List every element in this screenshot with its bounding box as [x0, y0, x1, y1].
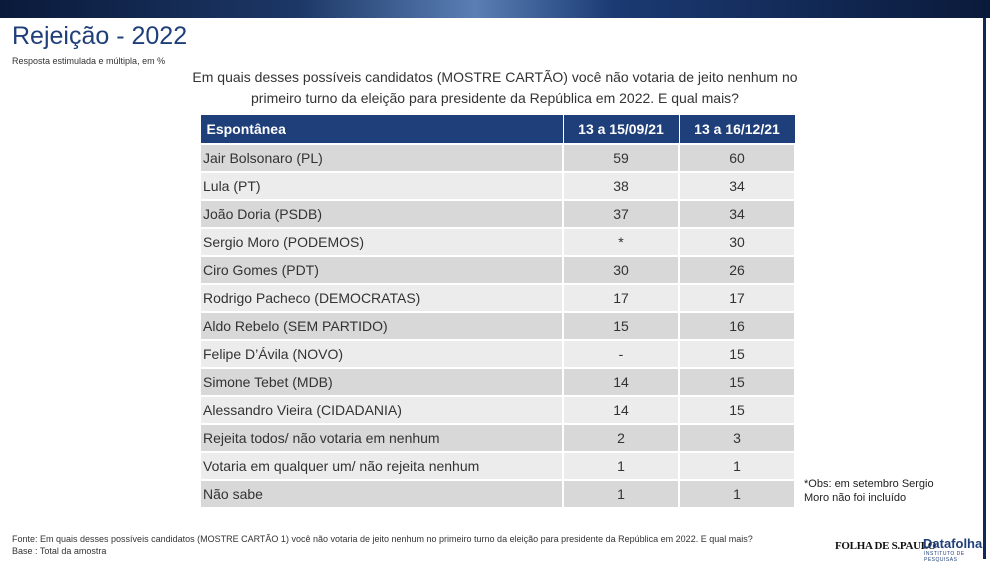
table-row: [200, 480, 795, 508]
december-value-cell: 3: [679, 424, 795, 452]
table-row: [200, 144, 795, 172]
december-value-cell: 26: [679, 256, 795, 284]
december-value-cell: 16: [679, 312, 795, 340]
september-value-cell: 14: [563, 368, 679, 396]
candidate-cell: Rodrigo Pacheco (DEMOCRATAS): [200, 284, 563, 312]
september-value-cell: 17: [563, 284, 679, 312]
page-title: Rejeição - 2022: [12, 22, 188, 50]
table-row: [200, 200, 795, 228]
datafolha-logo-subtitle: INSTITUTO DE PESQUISAS: [924, 551, 965, 563]
september-value-cell: 2: [563, 424, 679, 452]
candidate-cell: Não sabe: [200, 480, 563, 508]
candidate-cell: Sergio Moro (PODEMOS): [200, 228, 563, 256]
candidate-cell: João Doria (PSDB): [200, 200, 563, 228]
table-row: [200, 312, 795, 340]
december-value-cell: 17: [679, 284, 795, 312]
candidate-cell: Simone Tebet (MDB): [200, 368, 563, 396]
candidate-cell: Rejeita todos/ não votaria em nenhum: [200, 424, 563, 452]
table-row: [200, 340, 795, 368]
december-value-cell: 1: [679, 452, 795, 480]
top-banner: [0, 0, 990, 18]
candidate-cell: Aldo Rebelo (SEM PARTIDO): [200, 312, 563, 340]
survey-question: Em quais desses possíveis candidatos (MOSTRE CARTÃO) você não votaria de jeito nenhum no primeiro turno da eleição para presidente da República em 2022. E qual mais?: [192, 69, 798, 106]
column-header-september: 13 a 15/09/21: [563, 115, 679, 145]
december-value-cell: 15: [679, 340, 795, 368]
december-value-cell: 34: [679, 172, 795, 200]
december-value-cell: 60: [679, 144, 795, 172]
december-value-cell: 15: [679, 396, 795, 424]
september-value-cell: 59: [563, 144, 679, 172]
table-row: [200, 424, 795, 452]
table-header-row: [200, 115, 795, 145]
september-value-cell: 38: [563, 172, 679, 200]
table-row: [200, 284, 795, 312]
december-value-cell: 1: [679, 480, 795, 508]
table-row: [200, 368, 795, 396]
observation-note: *Obs: em setembro Sergio Moro não foi incluído: [804, 478, 934, 504]
column-header-spontaneous: Espontânea: [200, 115, 563, 145]
candidate-cell: Felipe D’Ávila (NOVO): [200, 340, 563, 368]
candidate-cell: Alessandro Vieira (CIDADANIA): [200, 396, 563, 424]
table-row: [200, 228, 795, 256]
table-row: [200, 452, 795, 480]
september-value-cell: 30: [563, 256, 679, 284]
folha-logo: FOLHA DE S.PAULO: [835, 540, 937, 552]
september-value-cell: 1: [563, 480, 679, 508]
page-subtitle: Resposta estimulada e múltipla, em %: [12, 56, 166, 66]
candidate-cell: Jair Bolsonaro (PL): [200, 144, 563, 172]
september-value-cell: 37: [563, 200, 679, 228]
datafolha-logo: Datafolha: [923, 536, 983, 551]
candidate-cell: Votaria em qualquer um/ não rejeita nenhum: [200, 452, 563, 480]
december-value-cell: 30: [679, 228, 795, 256]
rejection-table: [199, 114, 796, 509]
december-value-cell: 15: [679, 368, 795, 396]
candidate-cell: Ciro Gomes (PDT): [200, 256, 563, 284]
september-value-cell: 15: [563, 312, 679, 340]
table-row: [200, 256, 795, 284]
base-text: Base : Total da amostra: [12, 546, 107, 556]
column-header-december: 13 a 16/12/21: [679, 115, 795, 145]
table-row: [200, 396, 795, 424]
september-value-cell: -: [563, 340, 679, 368]
december-value-cell: 34: [679, 200, 795, 228]
september-value-cell: 1: [563, 452, 679, 480]
source-note: [12, 533, 753, 557]
table-row: [200, 172, 795, 200]
source-text: Fonte: Em quais desses possíveis candidatos (MOSTRE CARTÃO 1) você não votaria de jeito nenhum no primeiro turno da eleição para presidente da República em 2022. E qual mais?: [12, 534, 753, 544]
september-value-cell: *: [563, 228, 679, 256]
candidate-cell: Lula (PT): [200, 172, 563, 200]
september-value-cell: 14: [563, 396, 679, 424]
